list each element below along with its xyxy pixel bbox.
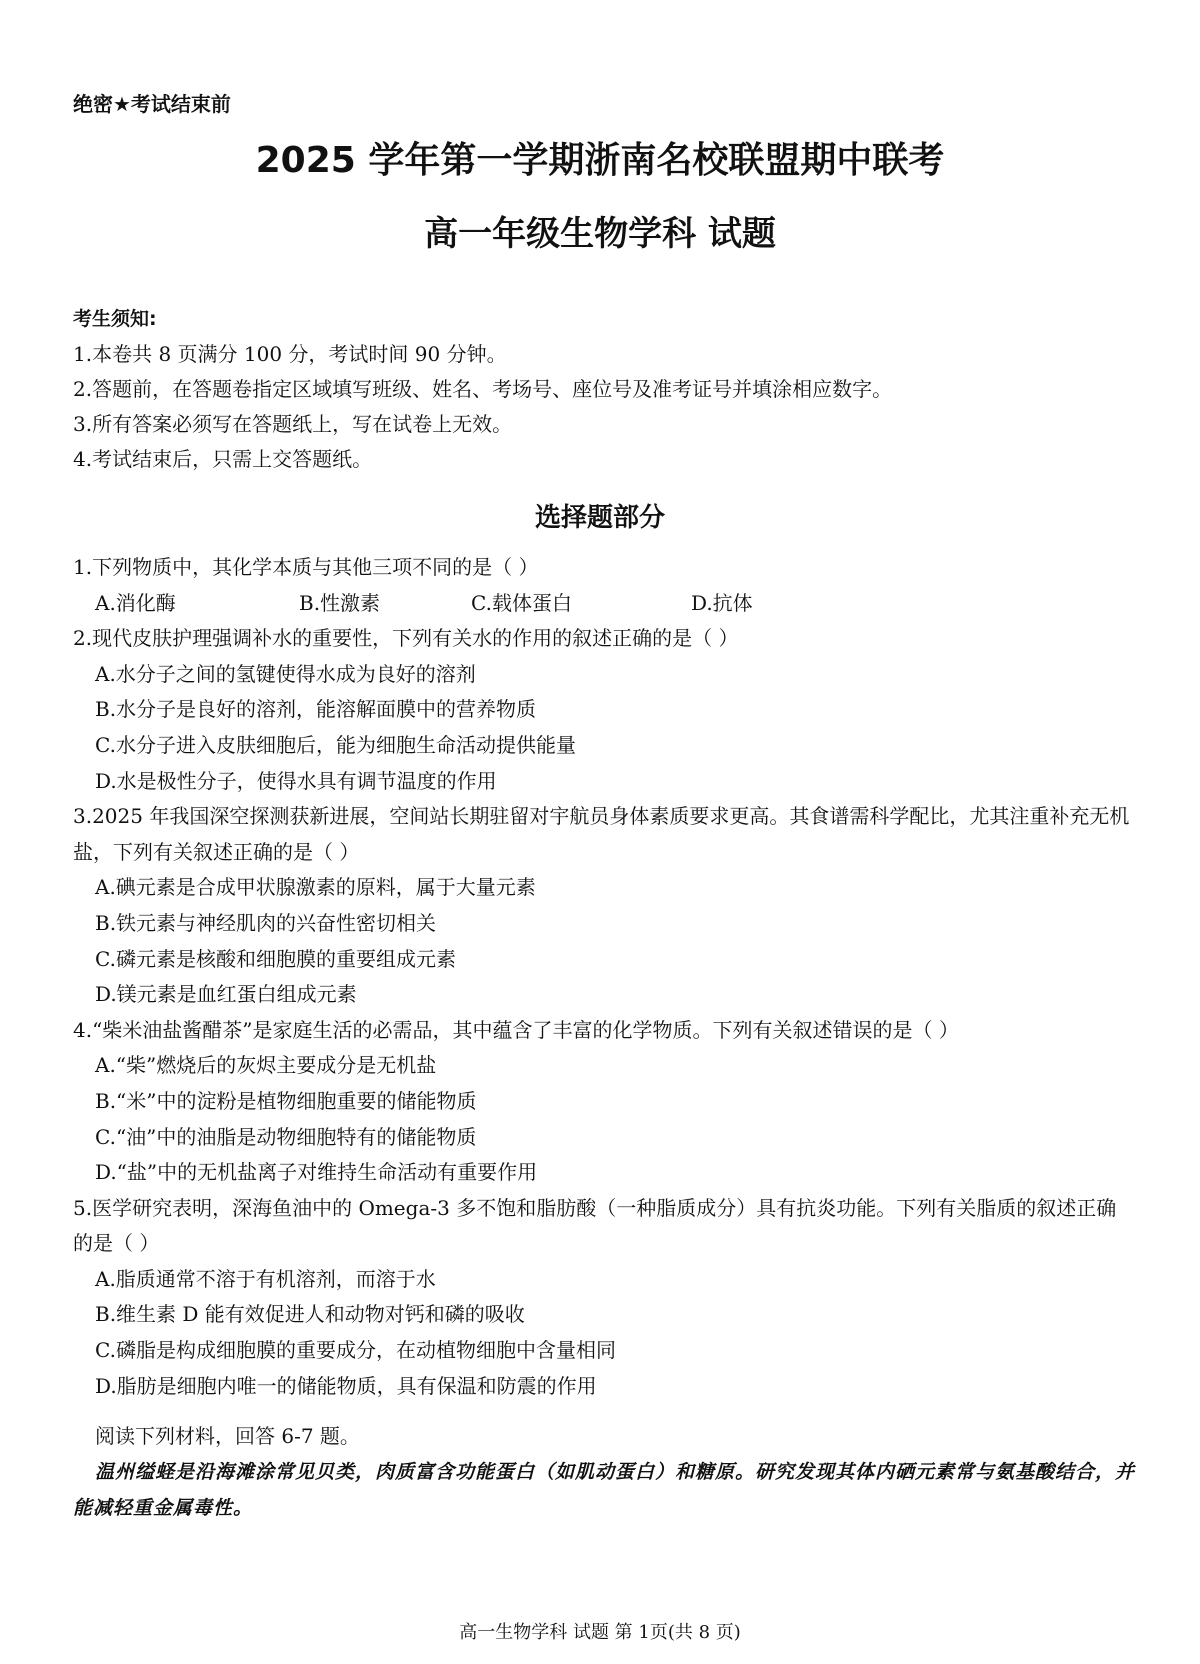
page-footer: 高一生物学科 试题 第 1页(共 8 页): [459, 1622, 741, 1643]
option: D.脂肪是细胞内唯一的储能物质，具有保温和防震的作用: [95, 1373, 597, 1398]
option: B.铁元素与神经肌肉的兴奋性密切相关: [95, 910, 437, 935]
option: A.水分子之间的氢键使得水成为良好的溶剂: [95, 661, 476, 686]
section-title: 选择题部分: [534, 503, 665, 533]
option: B.性激素: [299, 590, 381, 615]
option: A.碘元素是合成甲状腺激素的原料，属于大量元素: [95, 875, 536, 900]
notice-item: 2.答题前，在答题卷指定区域填写班级、姓名、考场号、座位号及准考证号并填涂相应数字。: [73, 377, 893, 401]
candidate-notice: [73, 302, 1153, 477]
option: A.消化酶: [95, 590, 176, 615]
option: C.载体蛋白: [471, 590, 572, 615]
notice-item: 1.本卷共 8 页满分 100 分，考试时间 90 分钟。: [73, 342, 507, 366]
option: C.“油”中的油脂是动物细胞特有的储能物质: [95, 1124, 477, 1149]
option: D.抗体: [691, 590, 753, 615]
question-stem: 2.现代皮肤护理强调补水的重要性，下列有关水的作用的叙述正确的是（ ）: [73, 626, 739, 651]
option: B.“米”中的淀粉是植物细胞重要的储能物质: [95, 1088, 477, 1113]
exam-subtitle: 高一年级生物学科 试题: [424, 214, 776, 254]
reading-material: [73, 1418, 1135, 1526]
option: B.维生素 D 能有效促进人和动物对钙和磷的吸收: [95, 1302, 525, 1327]
notice-item: 3.所有答案必须写在答题纸上，写在试卷上无效。: [73, 412, 513, 436]
option: D.“盐”中的无机盐离子对维持生命活动有重要作用: [95, 1160, 538, 1185]
option: B.水分子是良好的溶剂，能溶解面膜中的营养物质: [95, 697, 537, 722]
option: A.脂质通常不溶于有机溶剂，而溶于水: [95, 1266, 436, 1291]
option: C.水分子进入皮肤细胞后，能为细胞生命活动提供能量: [95, 732, 576, 757]
question-stem: 1.下列物质中，其化学本质与其他三项不同的是（ ）: [73, 555, 539, 579]
notice-heading: 考生须知:: [73, 308, 157, 330]
notice-item: 4.考试结束后，只需上交答题纸。: [73, 447, 373, 471]
option-row: [73, 586, 1135, 622]
material-text: 温州缢蛏是沿海滩涂常见贝类，肉质富含功能蛋白（如肌动蛋白）和糖原。研究发现其体内硒元素常与氨基酸结合，并能减轻重金属毒性。: [73, 1461, 1136, 1519]
option: A.“柴”燃烧后的灰烬主要成分是无机盐: [95, 1053, 437, 1078]
confidential-mark: 绝密★考试结束前: [73, 92, 231, 116]
exam-title: 2025 学年第一学期浙南名校联盟期中联考: [255, 140, 945, 181]
material-intro: 阅读下列材料，回答 6-7 题。: [95, 1424, 360, 1448]
option: D.水是极性分子，使得水具有调节温度的作用: [95, 768, 497, 793]
option: D.镁元素是血红蛋白组成元素: [95, 982, 357, 1007]
question-stem: 4.“柴米油盐酱醋茶”是家庭生活的必需品，其中蕴含了丰富的化学物质。下列有关叙述错误的是（ ）: [73, 1017, 959, 1042]
question-list: [73, 550, 1135, 1404]
question-stem: 5.医学研究表明，深海鱼油中的 Omega-3 多不饱和脂肪酸（一种脂质成分）具有抗炎功能。下列有关脂质的叙述正确的是（ ）: [73, 1195, 1117, 1256]
option: C.磷元素是核酸和细胞膜的重要组成元素: [95, 946, 456, 971]
question-stem: 3.2025 年我国深空探测获新进展，空间站长期驻留对宇航员身体素质要求更高。其食谱需科学配比，尤其注重补充无机盐，下列有关叙述正确的是（ ）: [73, 804, 1130, 864]
option: C.磷脂是构成细胞膜的重要成分，在动植物细胞中含量相同: [95, 1338, 616, 1363]
